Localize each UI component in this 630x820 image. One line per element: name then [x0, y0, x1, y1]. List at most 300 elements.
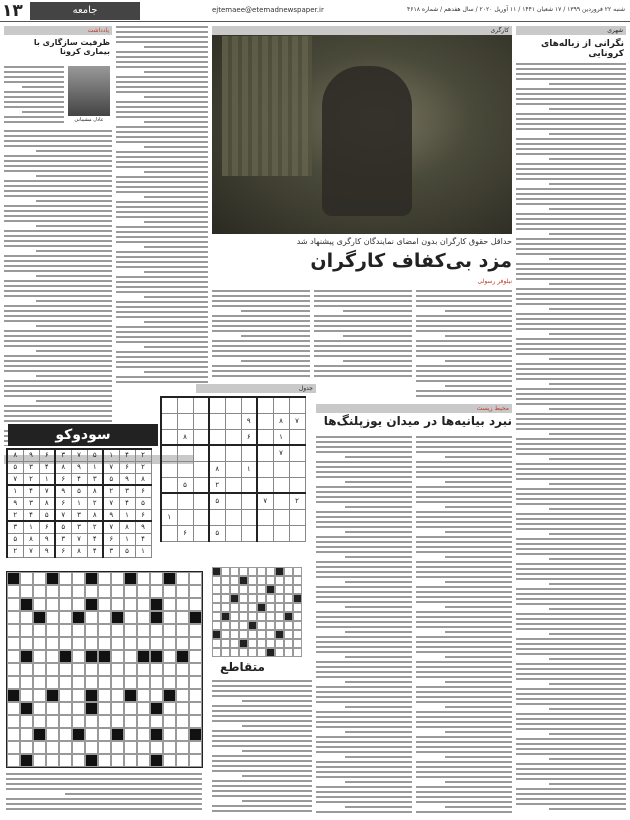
- sudoku-cell[interactable]: ۷: [103, 521, 119, 533]
- crossword-cell[interactable]: [33, 572, 46, 585]
- crossword-cell[interactable]: [275, 648, 284, 657]
- crossword-cell[interactable]: [137, 715, 150, 728]
- crossword-cell[interactable]: [98, 754, 111, 767]
- sudoku-cell[interactable]: ۴: [71, 473, 87, 485]
- sudoku-cell[interactable]: [225, 493, 241, 509]
- crossword-cell[interactable]: [7, 598, 20, 611]
- sudoku-cell[interactable]: ۲: [209, 477, 225, 493]
- sudoku-cell[interactable]: [273, 397, 289, 413]
- sudoku-cell[interactable]: [273, 493, 289, 509]
- crossword-cell[interactable]: [163, 598, 176, 611]
- crossword-cell[interactable]: [189, 715, 202, 728]
- sudoku-cell[interactable]: ۷: [39, 485, 55, 497]
- crossword-cell[interactable]: [7, 728, 20, 741]
- sudoku-cell[interactable]: [289, 461, 305, 477]
- crossword-cell[interactable]: [150, 650, 163, 663]
- sudoku-cell[interactable]: ۵: [209, 525, 225, 541]
- crossword-cell[interactable]: [46, 572, 59, 585]
- crossword-cell[interactable]: [176, 741, 189, 754]
- crossword-cell[interactable]: [189, 754, 202, 767]
- crossword-cell[interactable]: [98, 624, 111, 637]
- crossword-cell[interactable]: [275, 585, 284, 594]
- crossword-cell[interactable]: [150, 689, 163, 702]
- crossword-cell[interactable]: [284, 621, 293, 630]
- crossword-cell[interactable]: [221, 630, 230, 639]
- sudoku-cell[interactable]: [257, 477, 273, 493]
- crossword-cell[interactable]: [59, 715, 72, 728]
- sudoku-cell[interactable]: ۳: [71, 521, 87, 533]
- crossword-cell[interactable]: [59, 650, 72, 663]
- crossword-cell[interactable]: [98, 702, 111, 715]
- crossword-cell[interactable]: [257, 630, 266, 639]
- sudoku-cell[interactable]: [161, 525, 177, 541]
- crossword-cell[interactable]: [230, 639, 239, 648]
- sudoku-cell[interactable]: [257, 509, 273, 525]
- sudoku-cell[interactable]: ۴: [87, 533, 103, 545]
- crossword-cell[interactable]: [20, 585, 33, 598]
- crossword-cell[interactable]: [189, 624, 202, 637]
- crossword-cell[interactable]: [189, 637, 202, 650]
- sudoku-cell[interactable]: ۳: [119, 485, 135, 497]
- crossword-cell[interactable]: [257, 648, 266, 657]
- sudoku-cell[interactable]: ۱: [71, 497, 87, 509]
- crossword-cell[interactable]: [212, 585, 221, 594]
- crossword-cell[interactable]: [85, 598, 98, 611]
- crossword-cell[interactable]: [189, 572, 202, 585]
- sudoku-cell[interactable]: ۶: [135, 485, 151, 497]
- crossword-cell[interactable]: [124, 702, 137, 715]
- crossword-cell[interactable]: [150, 572, 163, 585]
- sudoku-cell[interactable]: ۱: [119, 533, 135, 545]
- sudoku-cell[interactable]: [209, 445, 225, 461]
- crossword-cell[interactable]: [20, 702, 33, 715]
- sudoku-cell[interactable]: ۶: [103, 533, 119, 545]
- crossword-cell[interactable]: [163, 650, 176, 663]
- sudoku-cell[interactable]: ۴: [135, 533, 151, 545]
- sudoku-cell[interactable]: ۳: [55, 533, 71, 545]
- sudoku-cell[interactable]: [257, 429, 273, 445]
- crossword-cell[interactable]: [85, 663, 98, 676]
- crossword-cell[interactable]: [59, 663, 72, 676]
- sudoku-cell[interactable]: [209, 413, 225, 429]
- sudoku-cell[interactable]: ۳: [23, 497, 39, 509]
- sudoku-cell[interactable]: [289, 445, 305, 461]
- crossword-cell[interactable]: [248, 630, 257, 639]
- crossword-cell[interactable]: [72, 754, 85, 767]
- crossword-cell[interactable]: [85, 728, 98, 741]
- crossword-cell[interactable]: [257, 585, 266, 594]
- sudoku-cell[interactable]: ۱: [23, 521, 39, 533]
- sudoku-cell[interactable]: ۲: [87, 521, 103, 533]
- sudoku-cell[interactable]: ۹: [71, 461, 87, 473]
- crossword-cell[interactable]: [7, 741, 20, 754]
- crossword-cell[interactable]: [189, 598, 202, 611]
- crossword-cell[interactable]: [239, 630, 248, 639]
- crossword-cell[interactable]: [72, 637, 85, 650]
- crossword-cell[interactable]: [85, 572, 98, 585]
- sudoku-cell[interactable]: [161, 461, 177, 477]
- crossword-cell[interactable]: [248, 612, 257, 621]
- crossword-cell[interactable]: [150, 754, 163, 767]
- sudoku-cell[interactable]: [177, 493, 193, 509]
- crossword-cell[interactable]: [163, 572, 176, 585]
- crossword-cell[interactable]: [248, 576, 257, 585]
- sudoku-cell[interactable]: [225, 397, 241, 413]
- crossword-cell[interactable]: [111, 624, 124, 637]
- crossword-cell[interactable]: [257, 594, 266, 603]
- crossword-cell[interactable]: [221, 567, 230, 576]
- crossword-cell[interactable]: [176, 754, 189, 767]
- sudoku-cell[interactable]: ۸: [273, 413, 289, 429]
- crossword-cell[interactable]: [137, 585, 150, 598]
- sudoku-cell[interactable]: ۶: [55, 497, 71, 509]
- sudoku-cell[interactable]: ۸: [119, 521, 135, 533]
- crossword-cell[interactable]: [46, 663, 59, 676]
- crossword-cell[interactable]: [230, 621, 239, 630]
- crossword-cell[interactable]: [124, 728, 137, 741]
- crossword-cell[interactable]: [98, 689, 111, 702]
- crossword-cell[interactable]: [221, 585, 230, 594]
- crossword-cell[interactable]: [7, 754, 20, 767]
- sudoku-cell[interactable]: ۴: [119, 449, 135, 461]
- sudoku-cell[interactable]: ۸: [135, 473, 151, 485]
- crossword-cell[interactable]: [46, 598, 59, 611]
- sudoku-cell[interactable]: [241, 509, 257, 525]
- crossword-cell[interactable]: [284, 612, 293, 621]
- crossword-cell[interactable]: [284, 648, 293, 657]
- crossword-cell[interactable]: [230, 612, 239, 621]
- crossword-cell[interactable]: [137, 689, 150, 702]
- crossword-cell[interactable]: [111, 702, 124, 715]
- sudoku-cell[interactable]: ۹: [103, 509, 119, 521]
- crossword-cell[interactable]: [20, 572, 33, 585]
- crossword-cell[interactable]: [124, 637, 137, 650]
- crossword-cell[interactable]: [189, 676, 202, 689]
- crossword-cell[interactable]: [212, 648, 221, 657]
- crossword-cell[interactable]: [176, 650, 189, 663]
- crossword-cell[interactable]: [7, 676, 20, 689]
- crossword-cell[interactable]: [124, 572, 137, 585]
- crossword-cell[interactable]: [257, 576, 266, 585]
- crossword-cell[interactable]: [85, 637, 98, 650]
- crossword-cell[interactable]: [46, 702, 59, 715]
- crossword-cell[interactable]: [137, 624, 150, 637]
- sudoku-cell[interactable]: ۶: [39, 521, 55, 533]
- crossword-cell[interactable]: [85, 650, 98, 663]
- crossword-cell[interactable]: [111, 637, 124, 650]
- crossword-cell[interactable]: [137, 728, 150, 741]
- sudoku-cell[interactable]: [161, 477, 177, 493]
- sudoku-cell[interactable]: [193, 509, 209, 525]
- sudoku-cell[interactable]: ۲: [7, 545, 23, 557]
- sudoku-cell[interactable]: [257, 445, 273, 461]
- sudoku-cell[interactable]: [177, 397, 193, 413]
- crossword-cell[interactable]: [221, 594, 230, 603]
- crossword-cell[interactable]: [98, 676, 111, 689]
- sudoku-cell[interactable]: [289, 525, 305, 541]
- sudoku-cell[interactable]: [257, 397, 273, 413]
- sudoku-cell[interactable]: ۹: [135, 521, 151, 533]
- sudoku-cell[interactable]: [289, 429, 305, 445]
- sudoku-cell[interactable]: ۹: [241, 413, 257, 429]
- crossword-cell[interactable]: [137, 637, 150, 650]
- sudoku-cell[interactable]: ۳: [7, 521, 23, 533]
- crossword-cell[interactable]: [230, 567, 239, 576]
- sudoku-cell[interactable]: ۴: [23, 509, 39, 521]
- crossword-cell[interactable]: [150, 741, 163, 754]
- sudoku-cell[interactable]: [209, 397, 225, 413]
- crossword-cell[interactable]: [212, 576, 221, 585]
- crossword-cell[interactable]: [111, 585, 124, 598]
- crossword-cell[interactable]: [239, 567, 248, 576]
- sudoku-cell[interactable]: ۱: [273, 429, 289, 445]
- crossword-cell[interactable]: [124, 585, 137, 598]
- sudoku-cell[interactable]: ۸: [55, 461, 71, 473]
- crossword-cell[interactable]: [275, 612, 284, 621]
- sudoku-cell[interactable]: [257, 413, 273, 429]
- crossword-cell[interactable]: [111, 754, 124, 767]
- crossword-cell[interactable]: [221, 648, 230, 657]
- sudoku-cell[interactable]: ۹: [39, 545, 55, 557]
- sudoku-cell[interactable]: [289, 477, 305, 493]
- crossword-cell[interactable]: [293, 567, 302, 576]
- crossword-cell[interactable]: [20, 728, 33, 741]
- crossword-cell[interactable]: [111, 611, 124, 624]
- crossword-cell[interactable]: [275, 603, 284, 612]
- crossword-cell[interactable]: [176, 715, 189, 728]
- crossword-cell[interactable]: [46, 611, 59, 624]
- sudoku-cell[interactable]: ۳: [23, 461, 39, 473]
- crossword-cell[interactable]: [284, 630, 293, 639]
- crossword-cell[interactable]: [46, 624, 59, 637]
- sudoku-cell[interactable]: [193, 429, 209, 445]
- crossword-cell[interactable]: [72, 572, 85, 585]
- sudoku-cell[interactable]: ۷: [71, 533, 87, 545]
- sudoku-cell[interactable]: ۱: [161, 509, 177, 525]
- crossword-cell[interactable]: [98, 650, 111, 663]
- crossword-cell[interactable]: [98, 637, 111, 650]
- sudoku-cell[interactable]: ۹: [7, 497, 23, 509]
- crossword-cell[interactable]: [212, 612, 221, 621]
- crossword-cell[interactable]: [163, 754, 176, 767]
- crossword-cell[interactable]: [275, 594, 284, 603]
- sudoku-cell[interactable]: ۲: [135, 449, 151, 461]
- sudoku-cell[interactable]: [273, 477, 289, 493]
- crossword-cell[interactable]: [20, 611, 33, 624]
- crossword-cell[interactable]: [33, 611, 46, 624]
- sudoku-cell[interactable]: [241, 397, 257, 413]
- crossword-cell[interactable]: [230, 576, 239, 585]
- crossword-cell[interactable]: [189, 585, 202, 598]
- crossword-cell[interactable]: [59, 637, 72, 650]
- crossword-cell[interactable]: [20, 754, 33, 767]
- crossword-cell[interactable]: [266, 594, 275, 603]
- crossword-cell[interactable]: [257, 603, 266, 612]
- crossword-cell[interactable]: [137, 611, 150, 624]
- sudoku-cell[interactable]: [241, 477, 257, 493]
- crossword-cell[interactable]: [98, 728, 111, 741]
- crossword-cell[interactable]: [212, 567, 221, 576]
- sudoku-cell[interactable]: ۶: [55, 545, 71, 557]
- sudoku-cell[interactable]: ۷: [257, 493, 273, 509]
- crossword-cell[interactable]: [248, 603, 257, 612]
- crossword-cell[interactable]: [163, 637, 176, 650]
- crossword-cell[interactable]: [124, 754, 137, 767]
- crossword-cell[interactable]: [212, 594, 221, 603]
- crossword-cell[interactable]: [221, 621, 230, 630]
- crossword-cell[interactable]: [176, 611, 189, 624]
- crossword-cell[interactable]: [46, 637, 59, 650]
- sudoku-cell[interactable]: ۵: [71, 485, 87, 497]
- crossword-cell[interactable]: [266, 567, 275, 576]
- crossword-cell[interactable]: [98, 598, 111, 611]
- crossword-cell[interactable]: [72, 585, 85, 598]
- crossword-cell[interactable]: [189, 702, 202, 715]
- sudoku-cell[interactable]: ۶: [135, 509, 151, 521]
- crossword-cell[interactable]: [20, 676, 33, 689]
- crossword-cell[interactable]: [275, 567, 284, 576]
- crossword-cell[interactable]: [98, 663, 111, 676]
- crossword-cell[interactable]: [85, 624, 98, 637]
- crossword-cell[interactable]: [257, 639, 266, 648]
- sudoku-cell[interactable]: ۵: [7, 533, 23, 545]
- crossword-cell[interactable]: [137, 572, 150, 585]
- crossword-cell[interactable]: [33, 637, 46, 650]
- crossword-cell[interactable]: [212, 639, 221, 648]
- crossword-cell[interactable]: [59, 741, 72, 754]
- sudoku-cell[interactable]: [289, 509, 305, 525]
- sudoku-cell[interactable]: ۳: [103, 545, 119, 557]
- crossword-cell[interactable]: [7, 702, 20, 715]
- crossword-cell[interactable]: [176, 663, 189, 676]
- crossword-cell[interactable]: [212, 621, 221, 630]
- crossword-cell[interactable]: [20, 741, 33, 754]
- crossword-cell[interactable]: [176, 689, 189, 702]
- sudoku-cell[interactable]: ۷: [273, 445, 289, 461]
- sudoku-cell[interactable]: ۶: [119, 461, 135, 473]
- sudoku-cell[interactable]: [193, 445, 209, 461]
- crossword-cell[interactable]: [7, 611, 20, 624]
- crossword-cell[interactable]: [72, 741, 85, 754]
- crossword-cell[interactable]: [7, 689, 20, 702]
- crossword-cell[interactable]: [98, 741, 111, 754]
- crossword-cell[interactable]: [111, 598, 124, 611]
- crossword-cell[interactable]: [72, 728, 85, 741]
- crossword-cell[interactable]: [266, 576, 275, 585]
- sudoku-cell[interactable]: ۸: [87, 509, 103, 521]
- crossword-cell[interactable]: [221, 612, 230, 621]
- crossword-cell[interactable]: [111, 676, 124, 689]
- crossword-cell[interactable]: [111, 650, 124, 663]
- sudoku-cell[interactable]: ۲: [23, 473, 39, 485]
- sudoku-cell[interactable]: ۵: [39, 509, 55, 521]
- crossword-cell[interactable]: [293, 576, 302, 585]
- sudoku-cell[interactable]: [209, 429, 225, 445]
- sudoku-cell[interactable]: ۵: [119, 545, 135, 557]
- sudoku-cell[interactable]: ۷: [71, 449, 87, 461]
- sudoku-cell[interactable]: ۳: [55, 449, 71, 461]
- sudoku-cell[interactable]: ۲: [135, 461, 151, 473]
- sudoku-cell[interactable]: ۱: [103, 449, 119, 461]
- crossword-cell[interactable]: [46, 689, 59, 702]
- sudoku-cell[interactable]: ۳: [87, 473, 103, 485]
- crossword-cell[interactable]: [59, 598, 72, 611]
- crossword-cell[interactable]: [239, 612, 248, 621]
- crossword-cell[interactable]: [85, 741, 98, 754]
- sudoku-cell[interactable]: ۹: [39, 533, 55, 545]
- crossword-cell[interactable]: [266, 630, 275, 639]
- sudoku-cell[interactable]: ۱: [119, 509, 135, 521]
- crossword-cell[interactable]: [266, 612, 275, 621]
- sudoku-cell[interactable]: ۶: [177, 525, 193, 541]
- sudoku-cell[interactable]: [161, 413, 177, 429]
- crossword-cell[interactable]: [150, 585, 163, 598]
- crossword-cell[interactable]: [266, 621, 275, 630]
- crossword-cell[interactable]: [33, 702, 46, 715]
- crossword-cell[interactable]: [230, 585, 239, 594]
- sudoku-cell[interactable]: ۱: [241, 461, 257, 477]
- crossword-cell[interactable]: [150, 728, 163, 741]
- sudoku-cell[interactable]: [241, 493, 257, 509]
- sudoku-cell[interactable]: [161, 397, 177, 413]
- crossword-cell[interactable]: [284, 603, 293, 612]
- crossword-cell[interactable]: [72, 715, 85, 728]
- crossword-cell[interactable]: [33, 754, 46, 767]
- crossword-cell[interactable]: [72, 689, 85, 702]
- crossword-cell[interactable]: [150, 624, 163, 637]
- sudoku-cell[interactable]: ۷: [7, 473, 23, 485]
- crossword-cell[interactable]: [248, 621, 257, 630]
- crossword-cell[interactable]: [284, 567, 293, 576]
- crossword-cell[interactable]: [137, 702, 150, 715]
- sudoku-cell[interactable]: ۹: [23, 449, 39, 461]
- crossword-cell[interactable]: [150, 676, 163, 689]
- crossword-cell[interactable]: [33, 689, 46, 702]
- sudoku-cell[interactable]: ۲: [87, 497, 103, 509]
- crossword-cell[interactable]: [59, 572, 72, 585]
- crossword-cell[interactable]: [111, 741, 124, 754]
- sudoku-cell[interactable]: [225, 509, 241, 525]
- sudoku-cell[interactable]: ۸: [71, 545, 87, 557]
- crossword-cell[interactable]: [111, 663, 124, 676]
- crossword-cell[interactable]: [124, 624, 137, 637]
- sudoku-cell[interactable]: [257, 525, 273, 541]
- crossword-cell[interactable]: [150, 611, 163, 624]
- crossword-cell[interactable]: [59, 754, 72, 767]
- crossword-cell[interactable]: [189, 650, 202, 663]
- crossword-cell[interactable]: [239, 648, 248, 657]
- crossword-cell[interactable]: [230, 594, 239, 603]
- crossword-cell[interactable]: [239, 585, 248, 594]
- sudoku-cell[interactable]: [241, 525, 257, 541]
- crossword-cell[interactable]: [137, 754, 150, 767]
- crossword-cell[interactable]: [163, 741, 176, 754]
- crossword-cell[interactable]: [72, 611, 85, 624]
- sudoku-cell[interactable]: [225, 445, 241, 461]
- crossword-cell[interactable]: [189, 728, 202, 741]
- sudoku-cell[interactable]: [225, 461, 241, 477]
- sudoku-cell[interactable]: ۴: [39, 461, 55, 473]
- sudoku-cell[interactable]: ۴: [87, 545, 103, 557]
- crossword-cell[interactable]: [189, 663, 202, 676]
- crossword-cell[interactable]: [239, 594, 248, 603]
- crossword-cell[interactable]: [150, 702, 163, 715]
- crossword-cell[interactable]: [284, 594, 293, 603]
- crossword-cell[interactable]: [293, 639, 302, 648]
- crossword-cell[interactable]: [124, 598, 137, 611]
- crossword-cell[interactable]: [163, 715, 176, 728]
- crossword-cell[interactable]: [248, 594, 257, 603]
